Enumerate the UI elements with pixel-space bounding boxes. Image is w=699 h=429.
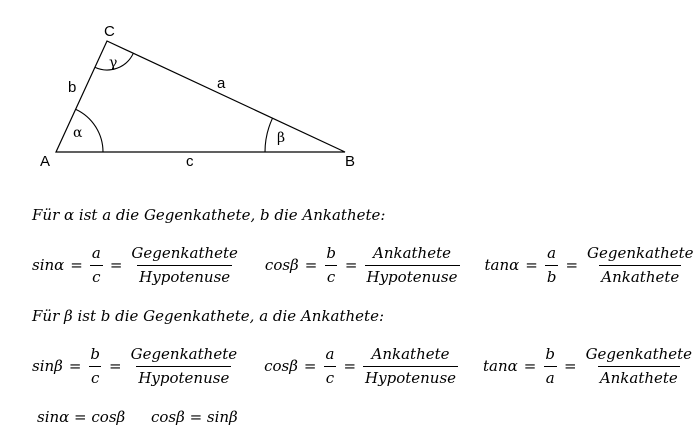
- fraction-denominator: c: [90, 265, 102, 286]
- fraction: [129, 346, 240, 387]
- fraction: [545, 245, 559, 286]
- fraction-numerator: a: [325, 344, 335, 363]
- angle-label-gamma: γ: [109, 55, 118, 71]
- fraction: [129, 245, 240, 286]
- fraction: [585, 245, 696, 286]
- fraction-numerator: a: [547, 243, 557, 262]
- tan-alpha-formula: [485, 245, 699, 286]
- fraction-denominator: Hypotenuse: [136, 366, 231, 387]
- fraction-denominator: Hypotenuse: [365, 265, 460, 286]
- fraction-denominator: b: [545, 265, 559, 286]
- formula-lhs: cosβ: [264, 357, 298, 375]
- tan-alpha-formula: [483, 346, 697, 387]
- triangle-shape: [56, 41, 345, 152]
- vertex-label-c: C: [104, 23, 115, 40]
- equals-sign: =: [525, 256, 538, 274]
- equals-sign: =: [563, 357, 577, 375]
- side-label-b: b: [68, 79, 77, 96]
- beta-formula-row: [32, 341, 697, 391]
- fraction-denominator: Hypotenuse: [363, 366, 458, 387]
- fraction-numerator: Gegenkathete: [585, 344, 693, 363]
- fraction-numerator: b: [326, 243, 336, 262]
- side-label-a: a: [217, 75, 226, 92]
- angle-label-alpha: α: [73, 125, 83, 141]
- fraction-numerator: Ankathete: [371, 344, 450, 363]
- equals-sign: =: [68, 357, 82, 375]
- fraction-numerator: a: [91, 243, 101, 262]
- fraction-numerator: b: [90, 344, 101, 363]
- formula-lhs: tanα: [484, 256, 520, 274]
- equals-sign: =: [70, 256, 83, 274]
- fraction: [90, 245, 103, 286]
- triangle-diagram: [0, 0, 682, 190]
- fraction-numerator: Gegenkathete: [130, 344, 238, 363]
- fraction-numerator: Ankathete: [373, 243, 451, 262]
- fraction: [363, 346, 458, 387]
- fraction: [324, 245, 338, 286]
- cos-beta-formula: [264, 346, 461, 387]
- formula-lhs: cosβ: [264, 256, 299, 274]
- fraction-denominator: c: [325, 265, 337, 286]
- fraction: [324, 346, 337, 387]
- formula-lhs: tanα: [483, 357, 518, 375]
- fraction-numerator: Gegenkathete: [131, 243, 238, 262]
- side-label-c: c: [186, 153, 194, 170]
- alpha-intro-text: Für α ist a die Gegenkathete, b die Ankathete:: [32, 206, 386, 224]
- fraction-numerator: Gegenkathete: [587, 243, 694, 262]
- equals-sign: =: [343, 357, 357, 375]
- cos-beta-formula: [265, 245, 463, 286]
- vertex-label-a: A: [40, 153, 51, 170]
- fraction-denominator: Ankathete: [599, 265, 681, 286]
- equals-sign: =: [109, 357, 122, 375]
- beta-intro-text: Für β ist b die Gegenkathete, a die Ankathete:: [32, 307, 384, 325]
- fraction: [88, 346, 102, 387]
- equals-sign: =: [303, 357, 317, 375]
- fraction: [543, 346, 557, 387]
- fraction: [584, 346, 695, 387]
- fraction-numerator: b: [545, 344, 555, 363]
- equals-sign: =: [109, 256, 123, 274]
- fraction: [365, 245, 460, 286]
- equals-sign: =: [344, 256, 358, 274]
- angle-beta-arc: [265, 118, 273, 152]
- equals-sign: =: [565, 256, 579, 274]
- identity-cos-sin: cosβ = sinβ: [151, 408, 238, 426]
- fraction-denominator: c: [324, 366, 336, 387]
- alpha-formula-row: [32, 240, 699, 290]
- angle-label-beta: β: [277, 130, 286, 146]
- formula-lhs: sinα: [32, 256, 65, 274]
- formula-lhs: sinβ: [32, 357, 63, 375]
- fraction-denominator: a: [544, 366, 557, 387]
- equals-sign: =: [523, 357, 537, 375]
- vertex-label-b: B: [345, 153, 356, 170]
- equals-sign: =: [304, 256, 318, 274]
- fraction-denominator: c: [89, 366, 101, 387]
- fraction-denominator: Ankathete: [598, 366, 680, 387]
- sin-beta-formula: [32, 346, 242, 387]
- identity-sin-cos: sinα = cosβ: [37, 408, 126, 426]
- fraction-denominator: Hypotenuse: [137, 265, 232, 286]
- sin-alpha-formula: [32, 245, 243, 286]
